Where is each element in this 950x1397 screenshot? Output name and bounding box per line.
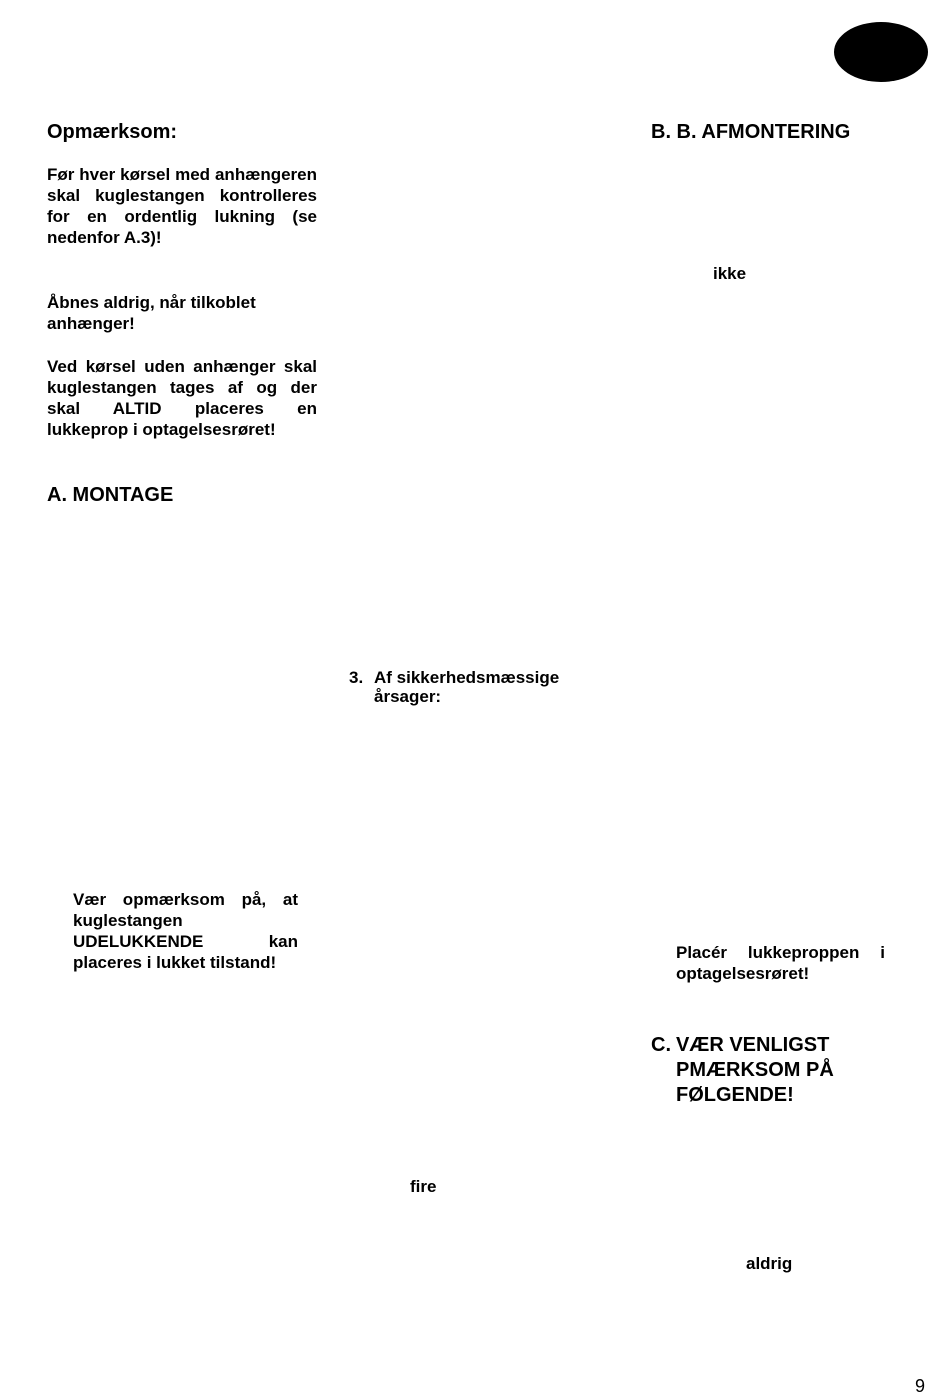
closed-state-note: Vær opmærksom på, at kuglestangen UDELUKKENDE kan placeres i lukket tilstand! [73, 890, 298, 972]
place-plug-note: Placér lukkeproppen i optagelsesrøret! [676, 943, 885, 983]
remove-ball-bar-paragraph: Ved kørsel uden anhænger skal kuglestangen tages af og der skal ALTID placeres en lukkeprop i optagelsesrøret! [47, 357, 317, 439]
word-aldrig: aldrig [746, 1254, 793, 1273]
item-3 [349, 668, 624, 706]
section-c-heading: VÆR VENLIGST PMÆRKSOM PÅ FØLGENDE! [676, 1034, 834, 1106]
section-b-heading: B. B. AFMONTERING [651, 121, 851, 143]
page-number: 9 [915, 1376, 926, 1396]
never-open-paragraph: Åbnes aldrig, når tilkoblet anhænger! [47, 293, 256, 333]
section-c-label: C. [651, 1034, 671, 1056]
corner-mark [834, 22, 928, 82]
word-ikke: ikke [713, 264, 747, 283]
attention-heading: Opmærksom: [47, 121, 178, 143]
section-a-heading: A. MONTAGE [47, 484, 174, 506]
word-fire: fire [410, 1177, 437, 1196]
check-closure-paragraph: Før hver kørsel med anhængeren skal kuglestangen kontrolleres for en ordentlig lukning (se nedenfor A.3)! [47, 165, 317, 247]
item-3-number: 3. [349, 668, 364, 687]
item-3-text: Af sikkerhedsmæssige årsager: [374, 668, 560, 706]
